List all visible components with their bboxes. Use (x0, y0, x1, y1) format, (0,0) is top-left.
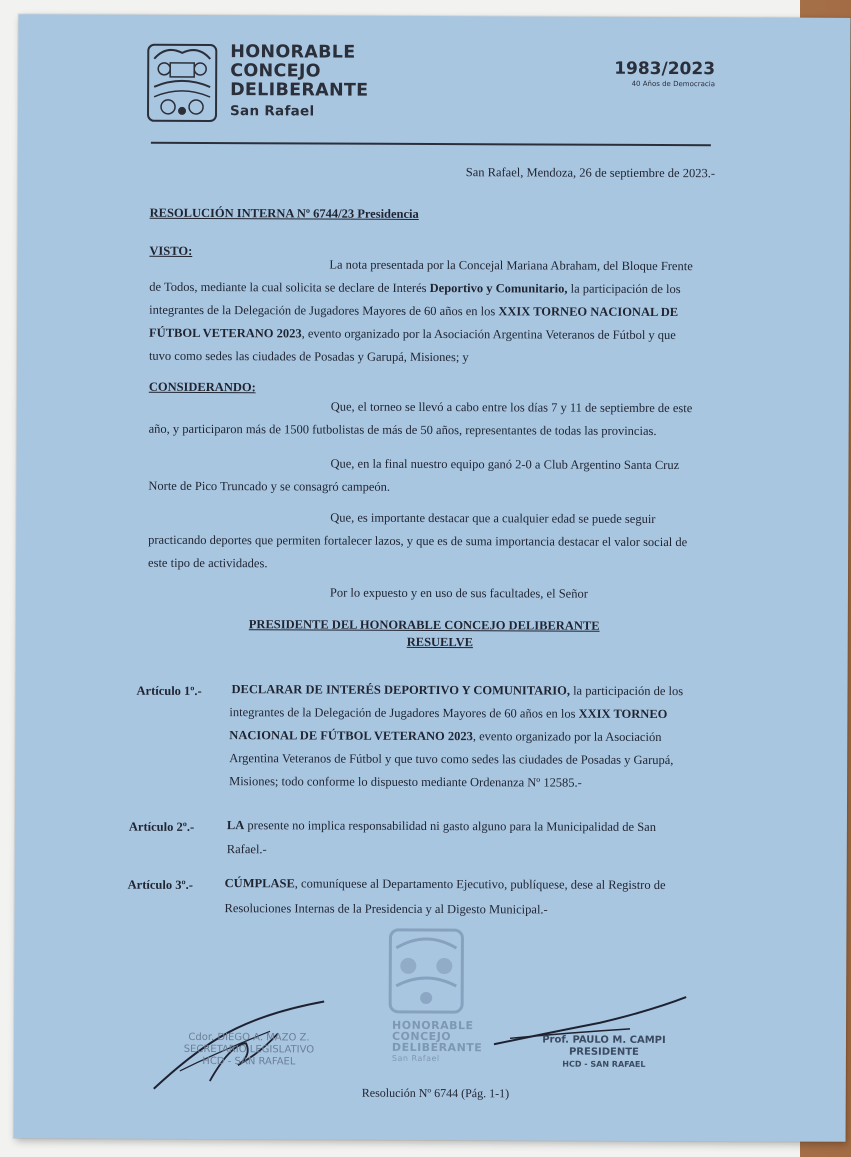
left-signer-name: Cdor. DIEGO A. MAZO Z. (188, 1031, 310, 1044)
seal-line-1: HONORABLE (392, 1018, 474, 1033)
org-line-3: DELIBERANTE (230, 80, 369, 101)
considerando-2-line-2: Norte de Pico Truncado y se consagró campeón. (148, 478, 391, 494)
article-1-line-3-text: , evento organizado por la Asociación (472, 729, 662, 745)
facultades-line: Por lo expuesto y en uso de sus facultades, el Señor (329, 585, 588, 601)
org-city: San Rafael (230, 103, 315, 120)
article-2-line-1-bold: LA (226, 818, 245, 833)
considerando-1-line-1: Que, el torneo se llevó a cabo entre los días 7 y 11 de septiembre de este (330, 399, 693, 416)
seal-line-3: DELIBERANTE (391, 1040, 483, 1055)
org-line-1: HONORABLE (230, 42, 356, 63)
president-heading: PRESIDENTE DEL HONORABLE CONCEJO DELIBERANTE (248, 617, 600, 633)
resuelve-heading: RESUELVE (406, 634, 474, 650)
article-1-line-1-text: la participación de los (569, 683, 684, 699)
article-3-line-1-text: , comuníquese al Departamento Ejecutivo, publíquese, dese al Registro de (294, 876, 666, 893)
right-signer-name: Prof. PAULO M. CAMPI (542, 1034, 666, 1047)
council-emblem-logo (146, 39, 218, 123)
right-signer-org: HCD - SAN RAFAEL (562, 1059, 646, 1069)
article-3-label: Artículo 3º.- (127, 877, 193, 892)
considerando-1-line-2: año, y participaron más de 1500 futbolistas de más de 50 años, representantes de todas las provincias. (148, 421, 657, 438)
considerando-2-line-1: Que, en la final nuestro equipo ganó 2-0 a Club Argentino Santa Cruz (330, 456, 680, 473)
article-3-line-2: Resoluciones Internas de la Presidencia y al Digesto Municipal.- (224, 901, 548, 917)
right-signature-stamp (534, 1034, 674, 1071)
visto-line-2-bold: Deportivo y Comunitario, (429, 280, 568, 296)
considerando-heading: CONSIDERANDO: (148, 379, 256, 395)
article-1-line-2-bold: XXIX TORNEO (578, 706, 668, 722)
visto-heading: VISTO: (149, 243, 193, 258)
visto-line-4-bold: FÚTBOL VETERANO 2023 (149, 325, 302, 341)
anniversary-subtitle: 40 Años de Democracia (631, 79, 716, 89)
article-2-label: Artículo 2º.- (128, 819, 195, 834)
visto-line-2 (149, 279, 680, 298)
visto-line-2-tail: la participación de los (567, 281, 681, 297)
council-seal-watermark (386, 926, 466, 1016)
article-1-line-1 (231, 681, 683, 700)
resolution-page-footer: Resolución Nº 6744 (Pág. 1-1) (361, 1085, 510, 1101)
article-2-line-2: Rafael.- (226, 842, 267, 857)
article-2-line-1-text: presente no implica responsabilidad ni gasto alguno para la Municipalidad de San (244, 818, 657, 834)
article-1-line-3-bold: NACIONAL DE FÚTBOL VETERANO 2023 (229, 728, 473, 744)
seal-text (392, 1020, 483, 1064)
place-date: San Rafael, Mendoza, 26 de septiembre de 2023.- (465, 165, 716, 181)
article-1-line-2-text: integrantes de la Delegación de Jugadores Mayores de 60 años en los (229, 705, 579, 721)
visto-line-3-bold: XXIX TORNEO NACIONAL DE (498, 304, 679, 320)
visto-line-1: La nota presentada por la Concejal Mariana Abraham, del Bloque Frente (329, 257, 693, 274)
left-signer-title: SECRETARIO LEGISLATIVO (183, 1043, 315, 1056)
considerando-3-line-2: practicando deportes que permiten fortalecer lazos, y que es de suma importancia destacar el valor social de (148, 532, 688, 550)
article-1-line-3 (229, 727, 661, 746)
seal-line-2: CONCEJO (391, 1029, 452, 1044)
article-1-line-4: Argentina Veteranos de Fútbol y que tuvo como sedes las ciudades de Posadas y Garupá, (229, 751, 674, 768)
visto-line-2-text: de Todos, mediante la cual solicita se declare de Interés (149, 279, 430, 295)
left-signature-stamp (174, 1032, 324, 1069)
org-line-2: CONCEJO (230, 61, 321, 82)
article-2-line-1 (227, 817, 656, 836)
article-1-label: Artículo 1º.- (136, 683, 202, 698)
visto-line-4-text: , evento organizado por la Asociación Argentina Veteranos de Fútbol y que (301, 326, 676, 343)
anniversary-badge (614, 59, 715, 88)
article-1-line-5: Misiones; todo conforme lo dispuesto mediante Ordenanza Nº 12585.- (229, 774, 582, 790)
letterhead-org-name (230, 43, 369, 120)
visto-line-4 (149, 325, 676, 344)
document-page (14, 14, 851, 1142)
considerando-3-line-3: este tipo de actividades. (148, 555, 268, 571)
visto-line-3-text: integrantes de la Delegación de Jugadores Mayores de 60 años en los (149, 302, 499, 319)
visto-line-3 (149, 302, 678, 321)
article-3-line-1-bold: CÚMPLASE (224, 876, 295, 891)
considerando-3-line-1: Que, es importante destacar que a cualquier edad se puede seguir (330, 510, 656, 526)
article-3-line-1 (225, 875, 666, 894)
visto-line-5: tuvo como sedes las ciudades de Posadas y Garupá, Misiones; y (148, 348, 469, 365)
seal-city: San Rafael (391, 1053, 440, 1064)
article-1-line-2 (229, 704, 667, 723)
article-1-line-1-bold: DECLARAR DE INTERÉS DEPORTIVO Y COMUNITARIO, (231, 682, 571, 698)
right-signer-title: PRESIDENTE (568, 1046, 639, 1058)
anniversary-years: 1983/2023 (614, 58, 716, 80)
left-signer-org: HCD - SAN RAFAEL (202, 1056, 296, 1068)
letterhead-divider (151, 142, 711, 146)
resolution-title: RESOLUCIÓN INTERNA Nº 6744/23 Presidencia (149, 205, 419, 221)
